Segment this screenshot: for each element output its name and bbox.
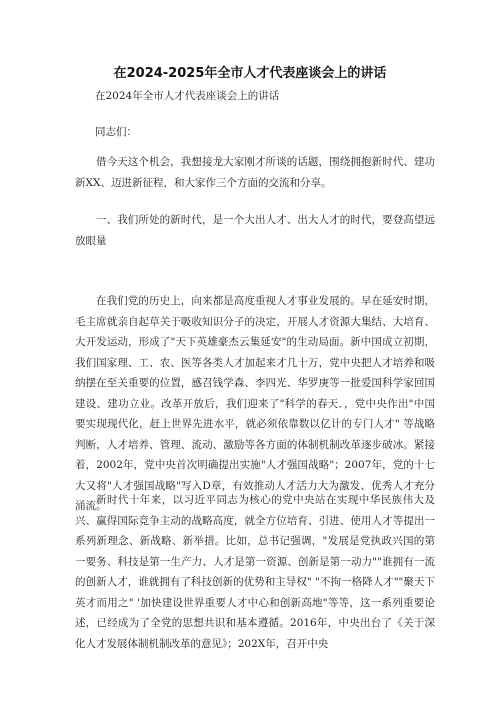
- section-heading-1: 一、我们所处的新时代，是一个大出人才、出大人才的时代，要登高望远放眼量: [75, 214, 435, 247]
- paragraph-new-era: 新时代十年来，以习近平同志为核心的党中央站在实现中华民族伟大及兴、赢得国际竞争主动的战略高度，就全方位培育、引进、使用人才等提出一系列新理念、新战略、新举措。比如，总书记强调，"发展是党执政兴国的第一要务、科技是第一生产力、人才是第一资源、创新是第一动力""谁拥有一流的创新人才，谁就拥有了科技创新的优势和主导权" "不拘一格降人才""聚天下英才而用之" '加快建设世界重要人才中心和创新高地"等等，这一系列重要论述，已经成为了全党的思想共识和基本遵循。2016年，中央出台了《关于深化人才发展体制机制改革的意见》；202X年，召开中央: [75, 494, 435, 650]
- document-title: 在2024-2025年全市人才代表座谈会上的讲话: [113, 66, 387, 81]
- paragraph-opening: 借今天这个机会，我想接龙大家刚才所谈的话题，围绕拥抱新时代、建功新XX、迈进新征程，和大家作三个方面的交流和分享。: [75, 156, 435, 189]
- paragraph-party-history: 在我们党的历史上，向来都是高度重视人才事业发展的。早在延安时期，毛主席就亲自起草关于吸收知识分子的决定，开展人才资源大集结、大培育、大开发运动，形成了"天下英雄豪杰云集延安"的生动局面。新中国成立初期，我们国家理、工、农、医等各类人才加起来才几十万，党中央把人才培养和吸纳摆在至关重要的位置，感召钱学森、李四光、华罗庚等一批爱国科学家回国建设、建功立业。改革开放后，我们迎来了"科学的春天．，党中央作出"中国要实现现代化，赶上世界先进水平，就必须依靠数以亿计的专门人才" 等战略判断，人才培养、管理、流动、激励等各方面的体制机制改革逐步破冰。紧接着，2002年，党中央首次明确提出实施"人才强国战略"；2007年，党的十七大又将"人才强国战略"写入D章，有效推动人才活力大为激发、优秀人才充分涌流。: [75, 295, 435, 512]
- document-subtitle: 在2024年全市人才代表座谈会上的讲话: [95, 90, 280, 102]
- salutation: 同志们：: [95, 126, 137, 138]
